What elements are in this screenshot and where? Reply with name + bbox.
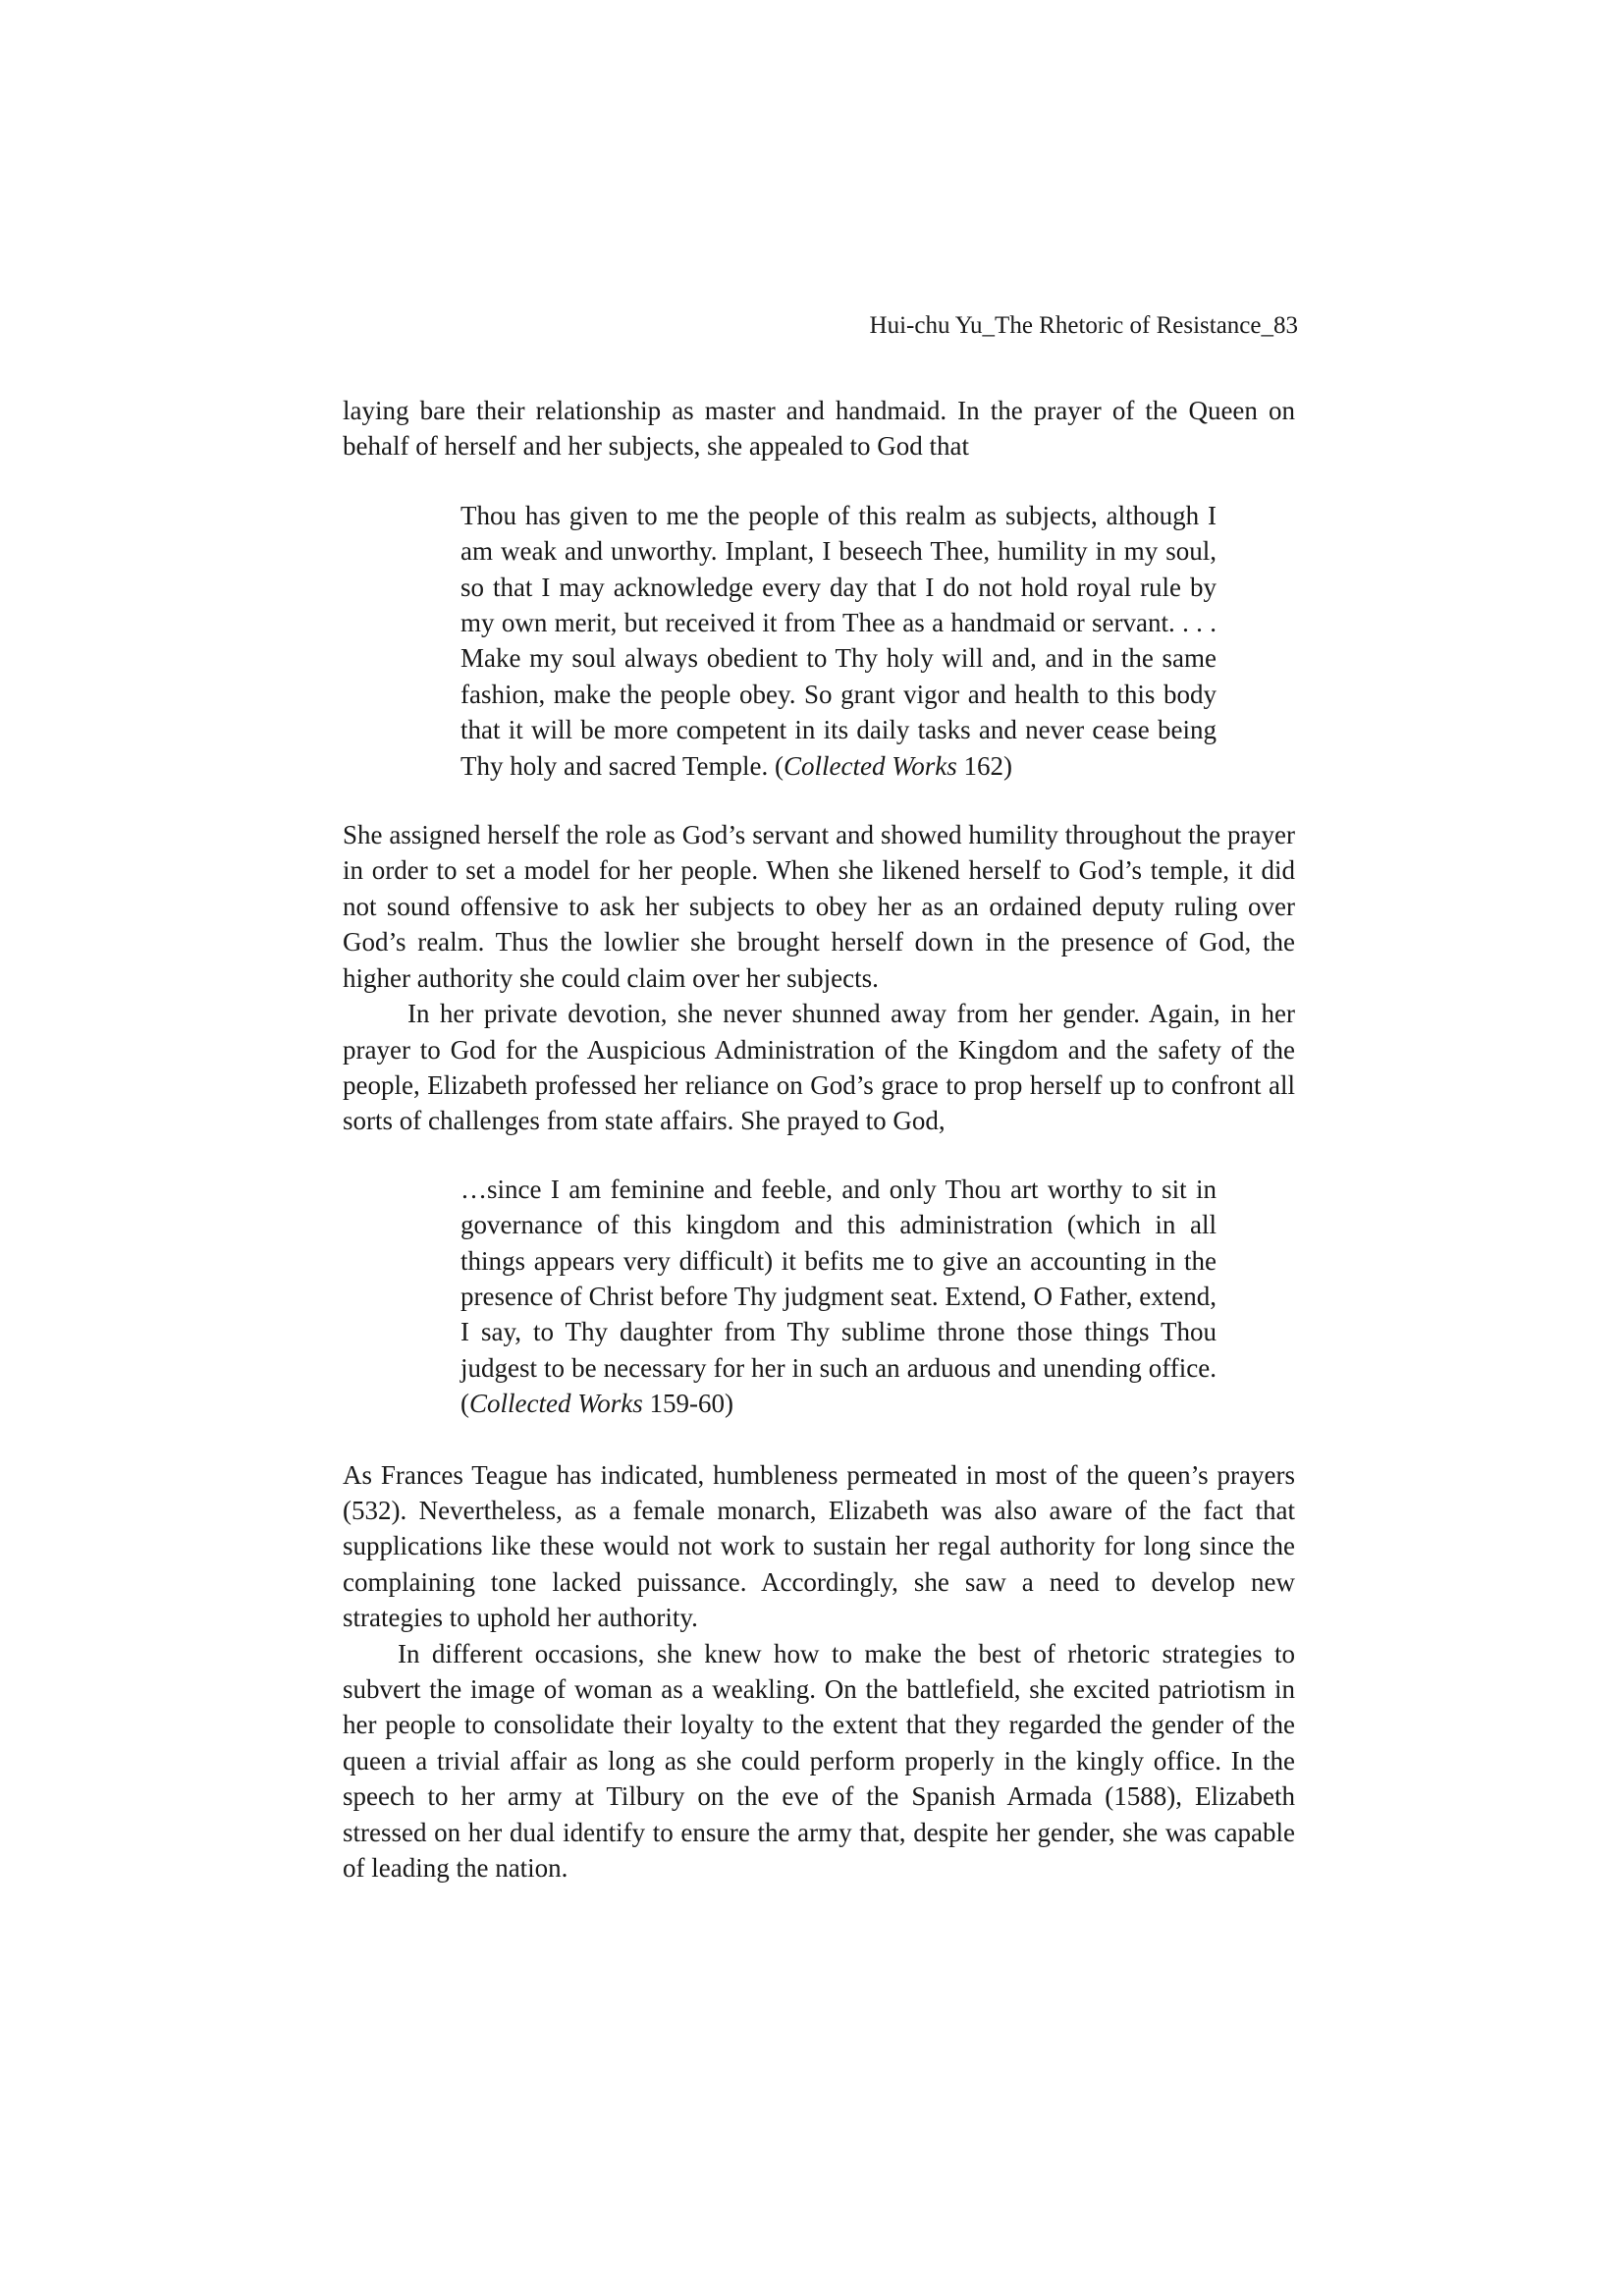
citation-page: 159-60) [642, 1389, 733, 1419]
citation-title: Collected Works [469, 1389, 643, 1419]
article-body [343, 393, 1295, 1886]
block-quote-text: …since I am feminine and feeble, and only Thou art worthy to sit in governance of this kingdom and this administration (which in all things appears very difficult) it befits me to give an accounting in the presence of Christ before Thy judgment seat. Extend, O Father, extend, I say, to Thy daughter from Thy sublime throne those things Thou judgest to be necessary for her in such an arduous and unending office. ( [460, 1174, 1217, 1419]
block-quote-text: Thou has given to me the people of this realm as subjects, although I am weak and unworthy. Implant, I beseech Thee, humility in my soul, so that I may acknowledge every day that I do not hold royal rule by my own merit, but received it from Thee as a handmaid or servant. . . . Make my soul always obedient to Thy holy will and, and in the same fashion, make the people obey. So grant vigor and health to this body that it will be more competent in its daily tasks and never cease being Thy holy and sacred Temple. ( [460, 500, 1217, 781]
block-quote-prayer-kingdom [460, 1172, 1217, 1422]
paragraph-teague: As Frances Teague has indicated, humbleness permeated in most of the queen’s prayers (532). Nevertheless, as a female monarch, Elizabeth was also aware of the fact that supplications like these would not work to sustain her regal authority for long since the complaining tone lacked puissance. Accordingly, she saw a need to develop new strategies to uphold her authority. [343, 1459, 1295, 1633]
paragraph-continuation: laying bare their relationship as master and handmaid. In the prayer of the Queen on behalf of herself and her subjects, she appealed to God that [343, 396, 1295, 462]
citation-title: Collected Works [784, 750, 957, 781]
paragraph-tilbury: In different occasions, she knew how to make the best of rhetoric strategies to subvert the image of woman as a weakling. On the battlefield, she excited patriotism in her people to consolidate their loyalty to the extent that they regarded the gender of the queen a trivial affair as long as she could perform properly in the kingly office. In the speech to her army at Tilbury on the eve of the Spanish Armada (1588), Elizabeth stressed on her dual identify to ensure the army that, despite her gender, she was capable of leading the nation. [343, 1638, 1295, 1884]
paragraph-private-devotion: In her private devotion, she never shunned away from her gender. Again, in her prayer to God for the Auspicious Administration of the Kingdom and the safety of the people, Elizabeth professed her reliance on God’s grace to prop herself up to confront all sorts of challenges from state affairs. She prayed to God, [343, 999, 1295, 1136]
paragraph-servant-role: She assigned herself the role as God’s servant and showed humility throughout the prayer in order to set a model for her people. When she likened herself to God’s temple, it did not sound offensive to ask her subjects to obey her as an ordained deputy ruling over God’s realm. Thus the lowlier she brought herself down in the presence of God, the higher authority she could claim over her subjects. [343, 820, 1295, 993]
running-header: Hui-chu Yu_The Rhetoric of Resistance_83 [869, 312, 1298, 339]
citation-page: 162) [956, 750, 1012, 781]
block-quote-prayer-subjects [460, 498, 1217, 784]
